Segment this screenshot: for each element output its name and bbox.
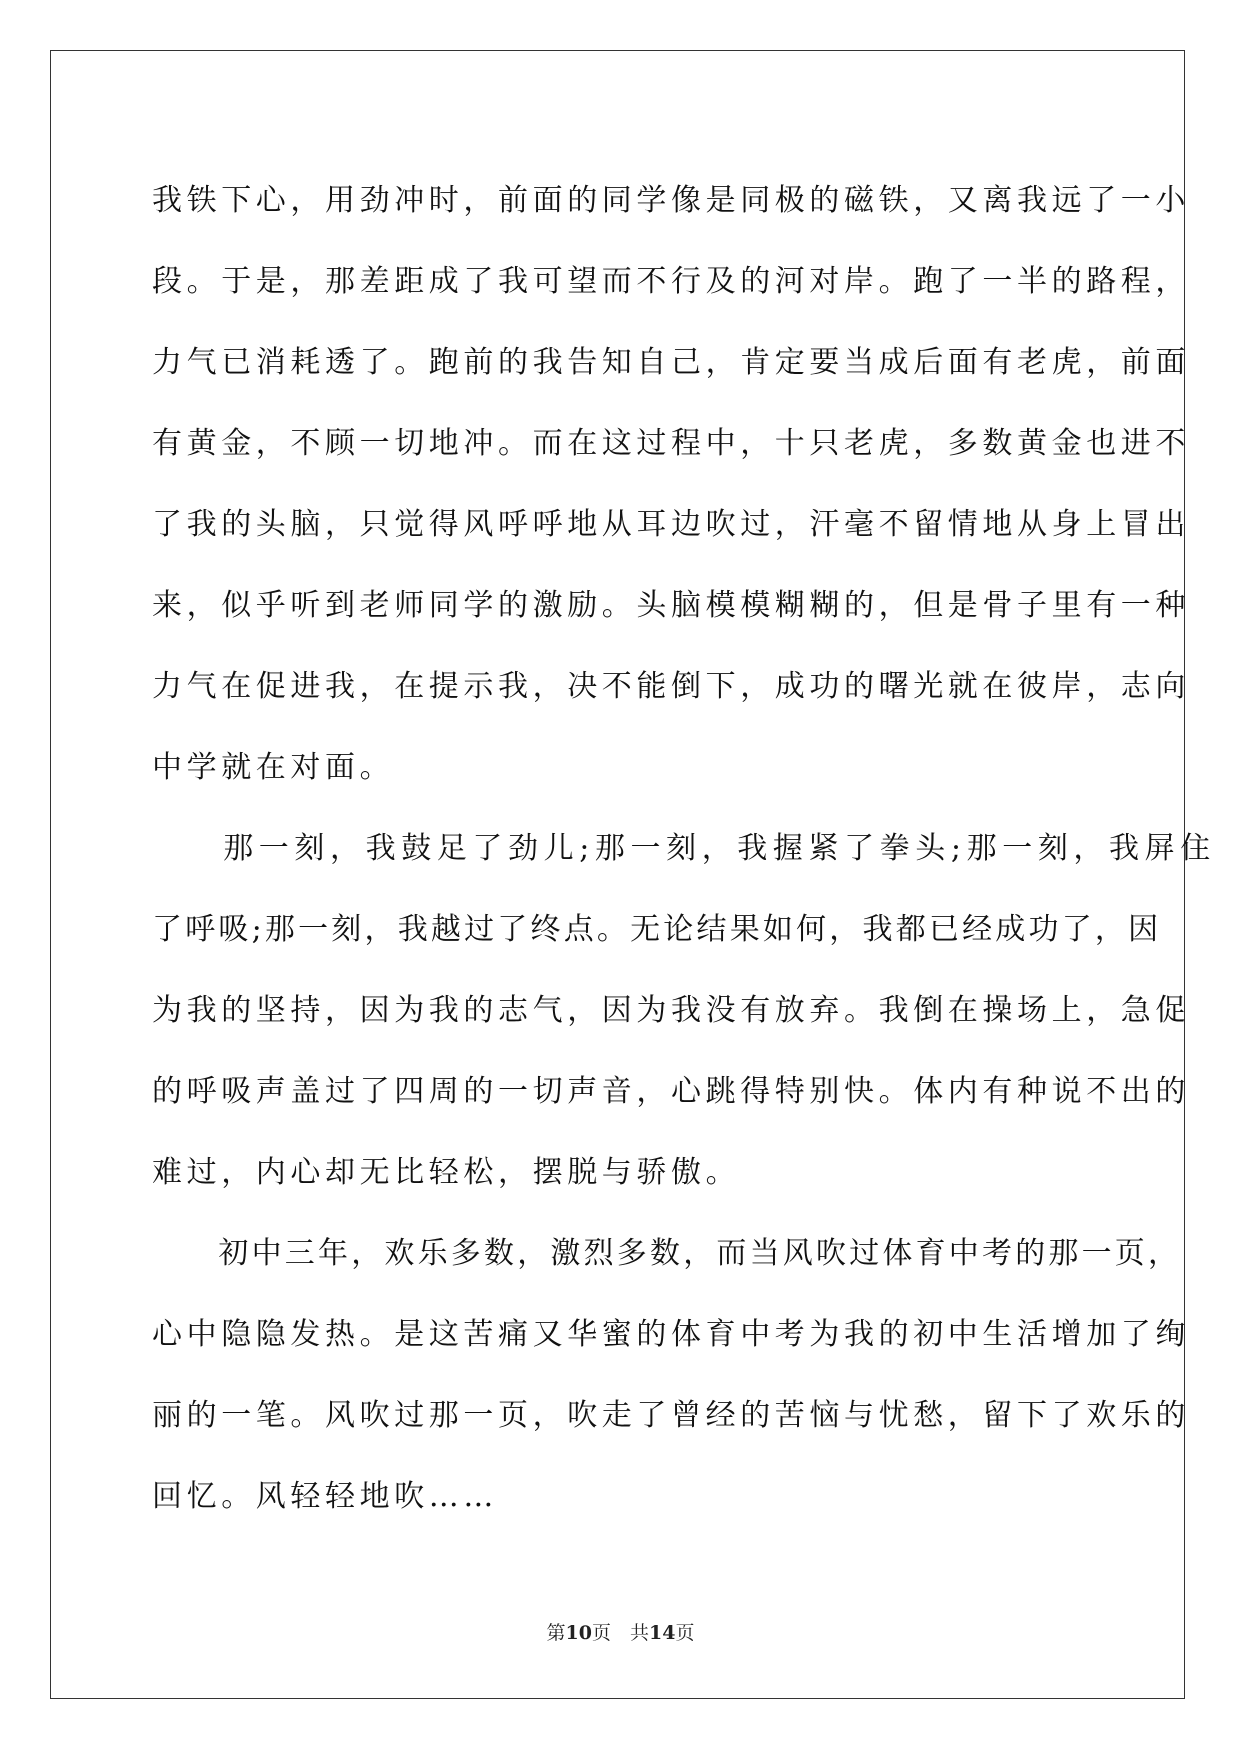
text-line: 了呼吸;那一刻，我越过了终点。无论结果如何，我都已经成功了，因 (152, 912, 1162, 947)
footer-total-pages: 14 (649, 1622, 676, 1644)
document-body (152, 160, 1216, 1537)
text-line: 那一刻，我鼓足了劲儿;那一刻，我握紧了拳头;那一刻，我屏住 (152, 831, 1216, 866)
text-line: 丽的一笔。风吹过那一页，吹走了曾经的苦恼与忧愁，留下了欢乐的 (152, 1398, 1190, 1433)
footer-page-suffix: 页 共 (591, 1622, 649, 1644)
page-footer (0, 1618, 1241, 1645)
text-line: 中学就在对面。 (152, 750, 395, 785)
footer-total-suffix: 页 (675, 1622, 695, 1644)
footer-page-number: 10 (565, 1622, 592, 1644)
text-line: 心中隐隐发热。是这苦痛又华蜜的体育中考为我的初中生活增加了绚 (152, 1317, 1190, 1352)
text-line: 来，似乎听到老师同学的激励。头脑模模糊糊的，但是骨子里有一种 (152, 588, 1190, 623)
text-line: 回忆。风轻轻地吹…… (152, 1479, 498, 1514)
text-line: 了我的头脑，只觉得风呼呼地从耳边吹过，汗毫不留情地从身上冒出 (152, 507, 1190, 542)
footer-prefix: 第 (546, 1622, 566, 1644)
text-line: 我铁下心，用劲冲时，前面的同学像是同极的磁铁，又离我远了一小 (152, 183, 1190, 218)
text-line: 难过，内心却无比轻松，摆脱与骄傲。 (152, 1155, 741, 1190)
text-line: 力气已消耗透了。跑前的我告知自己，肯定要当成后面有老虎，前面 (152, 345, 1190, 380)
text-line: 力气在促进我，在提示我，决不能倒下，成功的曙光就在彼岸，志向 (152, 669, 1190, 704)
text-line: 有黄金，不顾一切地冲。而在这过程中，十只老虎，多数黄金也进不 (152, 426, 1190, 461)
text-line: 的呼吸声盖过了四周的一切声音，心跳得特别快。体内有种说不出的 (152, 1074, 1190, 1109)
text-line: 为我的坚持，因为我的志气，因为我没有放弃。我倒在操场上，急促 (152, 993, 1190, 1028)
text-line: 初中三年，欢乐多数，激烈多数，而当风吹过体育中考的那一页， (152, 1236, 1182, 1271)
text-line: 段。于是，那差距成了我可望而不行及的河对岸。跑了一半的路程， (152, 264, 1190, 299)
